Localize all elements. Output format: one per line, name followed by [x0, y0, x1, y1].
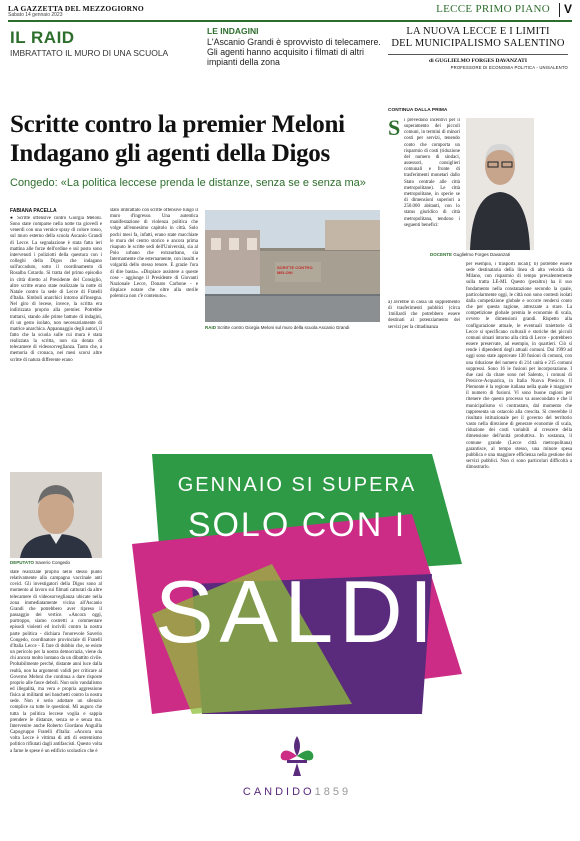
ad-line2: SOLO CON I	[187, 506, 407, 544]
school-photo-caption	[205, 325, 385, 330]
deputy-portrait-graphic	[10, 472, 102, 558]
drop-cap: S	[388, 115, 401, 140]
article-column-1: ● Scritte offensive contro Giorgia Meloni. Sono state comparse nella notte tra giovedì e venerdì con una vernice spray di colore rosso, sul muro esterno della scuola Ascanio Grandi di Lecce. La segnalazione è stata fatta ieri mattina alle forze dell'ordine e sul posto sono intervenuti i poliziotti della questura con i colleghi della Digos che indagano sull'accaduto, sotto il coordinamento di Rosalba Cotardo. Si tratta del primo episodio in città diretto al Presidente del Consiglio, altre scritte erano state realizzate la notte di Natale contro la sede di Lecce di Fratelli d'Italia. Simboli anarchici intorno all'insegna. Nel giro di lecese, invece, la scritta era indirizzata proprio alla premier. Potrebbe trattarsi, stando alle prime battute di indagini, di un gesto isolato, non necessariamente di matrice anarchica. Appannaggio degli autori, il fatto che la scuola sulle cui mura è stata realizzata la scritta, non sia dotata di telecamere di videosorveglianza. Tanto che, a memoria di cronaca, nei mesi scorsi altre scritte di natura differente erano	[10, 216, 102, 363]
ad-brand-year: 1859	[314, 786, 352, 798]
opinion-column-2-top	[466, 108, 572, 116]
ad-line1: GENNAIO SI SUPERA	[177, 474, 417, 496]
opinion-column-1b: a) avrebbe in cassa un supplemento di trasferimenti pubblici (circa 1miliardi che potrebbero essere destinati al potenziamento dei servizi per la cittadinanza	[388, 300, 460, 330]
professor-caption-name: Guglielmo Forges Davanzati	[453, 252, 511, 257]
professor-caption	[430, 252, 570, 257]
kicker-investigation-label: LE INDAGINI	[207, 26, 259, 36]
opinion-author-role: PROFESSORE DI ECONOMIA POLITICA - UNISALENTO	[450, 65, 568, 70]
kicker-raid-sub: IMBRATTATO IL MURO DI UNA SCUOLA	[10, 48, 169, 58]
ad-brand	[132, 786, 462, 798]
opinion-title	[388, 26, 568, 50]
opinion-column-2: per esempio, i trasporti locali); b) potrebbe essere sede destinataria della linea di alta velocità da Milano, con risparmio di tempo prevalentemente sulla tratta LE-MI. Questo (peraltro) ha il suo fondamento nella constatazione secondo la quale, particolarmente oggi, le città non sono contesti isolati dalla competizione globale e occorre rendersi conto che per questa ragione, attrezzate a stare. La competizione globale premia le economie di scala, ovvero le dimensioni grandi. Rispetto alla configurazione attuale, le eventuali traiettorie di Lecce si specificano culturali e storiche dei piccoli comuni situati intorno alla città di Lecce - potrebbero essere preservate, ad esempio, in quartieri. Ciò si rende i dipendenti degli attuali comuni. Dal 1999 ad oggi sono state approvate 130 fusioni di comuni, con una riduzione del numero di 214 unità e 215 comuni soppressi. Sono 16 le fusioni per incorporazione. I due casi da citare sono nel Salento, i comuni di Presicce-Acquarica, in Italia Nuova Presicce. Il Piemonte è la regione italiana nella quale è maggiore il numero di fusioni. Vi sono buone ragioni per ritenere che questo processo va assecondato e che il municipalismo vi contrastato, dal momento che rappresenta un ostacolo alla crescita. Si creerebbe il risultato istituzionale per il governo del territorio vasto nella direzione di generare economie di scala, riduzione dei costi variabili al crescere della dimensione dell'unità produttiva. In sostanza, il comune grande (Lecce città metropolitana) garantisce, al tempo stesso, una minore spesa pubblica e una maggiore efficienza nella gestione dei servizi pubblici. Non ci sono particolari difficoltà a dimostrarlo.	[466, 262, 572, 471]
kicker-raid-heading: IL RAID	[10, 28, 75, 47]
main-headline	[10, 110, 380, 168]
advertisement	[132, 414, 462, 836]
continued-marker: CONTINUA DALLA PRIMA	[388, 108, 448, 113]
masthead-divider	[559, 3, 560, 17]
deputy-photo	[10, 472, 102, 558]
ad-brand-name: CANDIDO	[242, 786, 315, 798]
article-column-2: stato imbrattato con scritte offensive lungo il muro d'ingresso. Una autentica manifestazione di violenza politica che volge all'ennesimo capitolo in città. Solo pochi mesi fa, infatti, erano state macchiate le mura del centro storico e ancora prima risaputo le scritte sedi dell'Università, sia al Polo urbano che extraurbano, sia Internamente che esternamente, con insulti e volgarità dello stesso tenore. E grazie l'ora di dire basta». «Dispiace assistere a queste cose - aggiunge il Presidente di Giovanti Nazionale Lecce, Donato Carbone - e dispiace notare che oltre alla sterile polemica non c'è contenuto».	[110, 208, 198, 300]
deputy-caption-name: Saverio Congedo	[35, 560, 71, 565]
article-column-1-continued: state realizzate proprio nello stesso punto relativamente alla campagna vaccinale anti covid. Gli investigatori della Digos sono al momento al lavoro sui filmati catturati da altre telecamere di videosorveglianza ubicate nella zona immediatamente vicina all'Ascanio Grandi che potrebbero aver ripreso il passaggio dei vertice. «Ancora oggi, purtroppo, siamo costretti a commentare episodi violenti ed incivili contro la nostra parte politica - dichiara l'onorevole Saverio Congedo, coordinatore provinciale di Fratelli d'Italia Lecce - E fare di dubbio che, se esiste un pericolo per la nostra democrazia, viene da chi ancora molto lontano da un dibattito civile. Probabilmente perché, distante anni luce dalla realtà, non ha argomenti validi per criticare al Governo Meloni che continua a dare risposte proprio alle fasce deboli. Non solo vandalismo ed illegalità, ma vera e propria aggressione fisica ai militanti nei banchetti contro la nostra sede. Non è serio adottare un silenzio complice su tutte le questioni. Mi auguro che tutta la politica leccese voglia e sappia prendere le distanze, senza se e senza ma. Intervenire anche Roberto Giordano Anguilla Capogruppo Fratelli d'Italia: «Ancora una volta Lecce è vittima di atti di estremismo politico rifiutati dagli antifascisti. Questo volta a farne le spese è un edificio scolastico che è	[10, 570, 102, 754]
opinion-column-1: i prevedono incentivi per il superamento dei piccoli comuni, in termini di minori costi per servizi, tenendo conto che comporta un risparmio di costi (riduzione del numero di sindaci, assessori, consiglieri comunali e fronte di trasferimenti monetari dallo Stato centrale alle città metropolitane). Le città metropolitane, in specie se di dimensioni superiori a 250.000 abitanti, con lo status giuridico di città metropolitana, tendono i seguenti benefici:	[404, 118, 460, 228]
masthead-rule	[8, 20, 572, 22]
page-number: V	[563, 2, 572, 16]
kicker-investigation-text: L'Ascanio Grandi è sprovvisto di telecamere. Gli agenti hanno acquisito i filmati di altri impianti della zona	[207, 37, 381, 67]
opinion-title-line1: LA NUOVA LECCE E I LIMITI	[406, 26, 550, 37]
opinion-rule	[388, 54, 568, 55]
professor-caption-label: DOCENTE	[430, 252, 453, 257]
deputy-caption-label: DEPUTATO	[10, 560, 35, 565]
headline-line1: Scritte contro la premier Meloni	[10, 111, 345, 138]
wall-graffiti-text: SCRITTE CONTRO MELONI	[277, 265, 313, 275]
opinion-title-line2: DEL MUNICIPALISMO SALENTINO	[391, 38, 565, 49]
professor-portrait-graphic	[466, 118, 534, 250]
headline-line2: Indagano gli agenti della Digos	[10, 140, 330, 167]
ad-line3: SALDI	[154, 562, 440, 661]
professor-photo	[466, 118, 534, 250]
deputy-caption	[10, 560, 110, 565]
fleur-de-lis-icon	[277, 734, 317, 778]
article-byline: FABIANA PACELLA	[10, 208, 57, 214]
headline-deck: Congedo: «La politica leccese prenda le distanze, senza se e senza ma»	[10, 177, 366, 189]
opinion-author: di GUGLIELMO FORGES DAVANZATI	[429, 58, 527, 64]
issue-date: Sabato 14 gennaio 2023	[8, 12, 63, 18]
section-title: LECCE PRIMO PIANO	[436, 3, 550, 15]
newspaper-title: LA GAZZETTA DEL MEZZOGIORNO	[8, 4, 144, 13]
school-wall-photo	[205, 210, 380, 322]
school-photo-caption-label: RAID	[205, 325, 216, 330]
school-photo-caption-text: Scritte contro Giorgia Meloni sul muro della scuola Ascanio Grandi	[217, 325, 350, 330]
